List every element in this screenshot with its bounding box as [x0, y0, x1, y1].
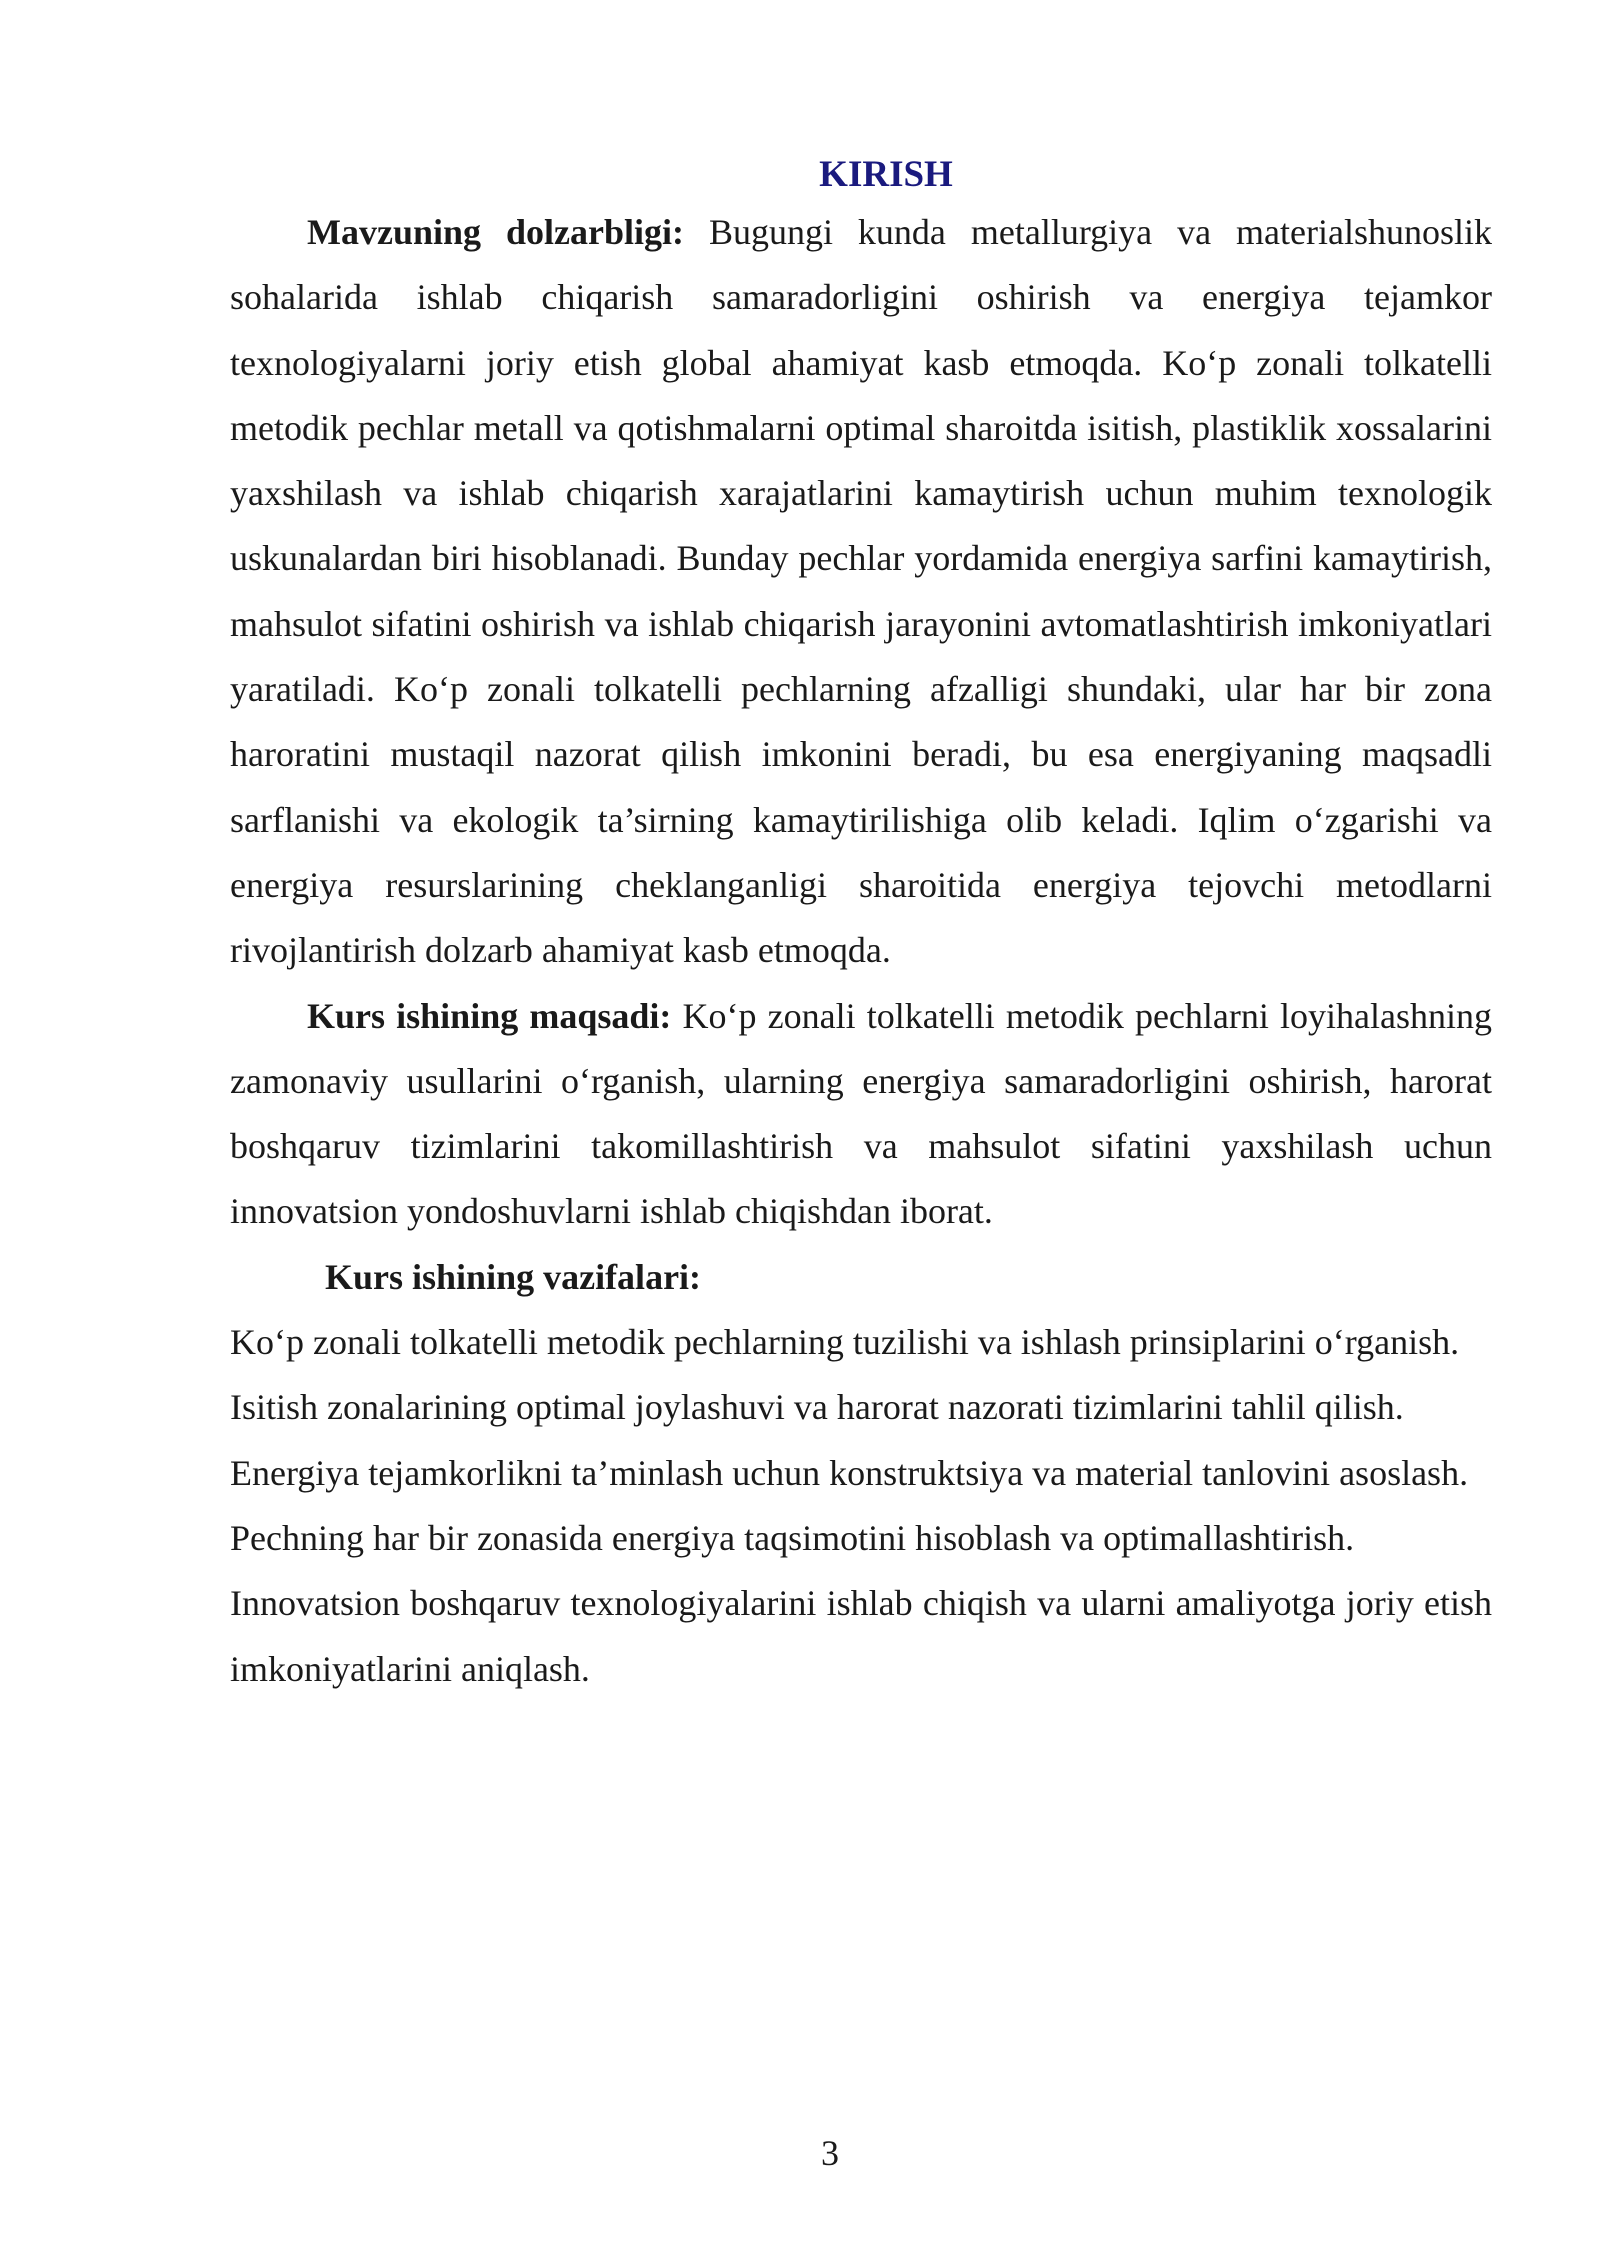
task-item: Energiya tejamkorlikni ta’minlash uchun konstruktsiya va material tanlovini asoslash. [230, 1452, 1469, 1493]
page-content [230, 150, 1492, 1702]
relevance-text: Bugungi kunda metallurgiya va materialshunoslik sohalarida ishlab chiqarish samaradorligini oshirish va energiya tejamkor texnologiyalarni joriy etish global ahamiyat kasb etmoqda. Koʻp zonali tolkatelli metodik pechlar metall va qotishmalarni optimal sharoitda isitish, plastiklik xossalarini yaxshilash va ishlab chiqarish xarajatlarini kamaytirish uchun muhim texnologik uskunalardan biri hisoblanadi. Bunday pechlar yordamida energiya sarfini kamaytirish, mahsulot sifatini oshirish va ishlab chiqarish jarayonini avtomatlashtirish imkoniyatlari yaratiladi. Koʻp zonali tolkatelli pechlarning afzalligi shundaki, ular har bir zona haroratini mustaqil nazorat qilish imkonini beradi, bu esa energiyaning maqsadli sarflanishi va ekologik ta’sirning kamaytirilishiga olib keladi. Iqlim oʻzgarishi va energiya resurslarining cheklanganligi sharoitida energiya tejovchi metodlarni rivojlantirish dolzarb ahamiyat kasb etmoqda. [230, 212, 1492, 971]
goal-lead: Kurs ishining maqsadi: [307, 995, 672, 1036]
goal-text: Koʻp zonali tolkatelli metodik pechlarni loyihalashning zamonaviy usullarini oʻrganish, ularning energiya samaradorligini oshirish, harorat boshqaruv tizimlarini takomillashtirish va mahsulot sifatini yaxshilash uchun innovatsion yondoshuvlarni ishlab chiqishdan iborat. [230, 995, 1492, 1232]
tasks-heading: Kurs ishining vazifalari: [325, 1256, 702, 1297]
goal-paragraph [230, 984, 1492, 1245]
page-number: 3 [821, 2133, 839, 2173]
page-title: KIRISH [819, 154, 953, 195]
task-item: Isitish zonalarining optimal joylashuvi va harorat nazorati tizimlarini tahlil qilish. [230, 1387, 1404, 1428]
task-item: Pechning har bir zonasida energiya taqsimotini hisoblash va optimallashtirish. [230, 1517, 1355, 1558]
task-item: Koʻp zonali tolkatelli metodik pechlarning tuzilishi va ishlash prinsiplarini oʻrganish. [230, 1322, 1460, 1363]
relevance-lead: Mavzuning dolzarbligi: [307, 212, 684, 252]
task-item: Innovatsion boshqaruv texnologiyalarini ishlab chiqish va ularni amaliyotga joriy etish imkoniyatlarini aniqlash. [230, 1583, 1492, 1689]
relevance-paragraph [230, 200, 1492, 984]
